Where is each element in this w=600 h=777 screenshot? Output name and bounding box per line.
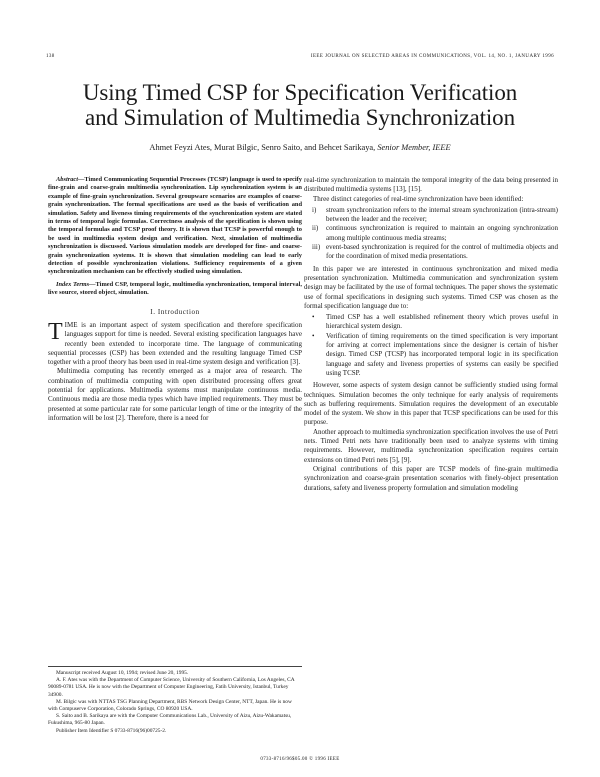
author-names: Ahmet Feyzi Ates, Murat Bilgic, Senro Saito, and Behcet Sarikaya, — [149, 143, 376, 152]
title-line-2: and Simulation of Multimedia Synchronization — [85, 105, 515, 130]
list-item-text: stream synchronization refers to the internal stream synchronization (intra-stream) between the leader and the receiver; — [326, 205, 558, 224]
footnote: S. Saito and B. Sarikaya are with the Computer Communications Lab., University of Aizu, Aizu-Wakamatsu, Fukushima, 965-80 Japan. — [48, 713, 292, 727]
author-role: Senior Member, IEEE — [377, 143, 451, 152]
footnotes — [48, 666, 302, 735]
running-head — [46, 54, 554, 64]
list-item-text: Verification of timing requirements on the timed specification is very important for arriving at correct implementations since the designer is certain of his/her design. Timed CSP (TCSP) has incorporated temporal logic in its specification language and safety and liveness properties of systems can easily be specified using TCSP. — [326, 331, 558, 377]
list-item-text: continuous synchronization is required to maintain an ongoing synchronization among multiple continuous media streams; — [326, 224, 558, 242]
list-item — [304, 206, 558, 225]
index-terms-label: Index Terms— — [56, 280, 96, 288]
intro-paragraph-2: Multimedia computing has recently emerged as a major area of research. The combination of multimedia computing with open distributed processing offers great potential for applications. Multimedia systems must manipulate continuous media. Continuous media are those media types which have implied requirements. They must be presented at some particular rate for some particular length of time or the integrity of the information will be lost [2]. Therefore, there is a need for — [48, 367, 302, 422]
list-item-text: Timed CSP has a well established refinement theory which proves useful in hierarchical system design. — [326, 313, 558, 331]
drop-cap: T — [48, 318, 63, 345]
bullet-marker: • — [312, 313, 315, 322]
list-item-text: event-based synchronization is required for the control of multimedia objects and for the coordination of mixed media presentations. — [326, 243, 558, 261]
footnote: Publisher Item Identifier S 0733-8716(96)00725-2. — [56, 727, 167, 734]
paper-title — [40, 80, 560, 130]
list-item — [304, 243, 558, 262]
intro-paragraph-1 — [48, 318, 302, 367]
paragraph-continued: real-time synchronization to maintain the temporal integrity of the data being presented in distributed multimedia systems [13], [15]. — [304, 176, 558, 194]
paragraph-another-approach: Another approach to multimedia synchronization specification involves the use of Petri nets. Timed Petri nets have traditionally been used to analyze systems with timing requirements. However, multimedia synchronization specification requires certain extensions on timed Petri nets [5], [9]. — [304, 427, 558, 464]
paragraph-categories-intro: Three distinct categories of real-time synchronization have been identified: — [313, 194, 524, 203]
author-line — [40, 143, 560, 152]
reasons-list — [304, 313, 558, 378]
list-item — [304, 313, 558, 332]
category-list — [304, 206, 558, 262]
bullet-marker: • — [312, 331, 315, 340]
copyright-line: 0733-8716/96$05.00 © 1996 IEEE — [260, 757, 340, 762]
footnote: Manuscript received August 10, 1994; revised June 20, 1995. — [56, 670, 189, 676]
list-marker: i) — [312, 205, 317, 214]
list-marker: ii) — [312, 224, 319, 233]
journal-header: IEEE JOURNAL ON SELECTED AREAS IN COMMUNICATIONS, VOL. 14, NO. 1, JANUARY 1996 — [310, 54, 554, 59]
right-column — [304, 176, 558, 493]
paragraph-this-paper: In this paper we are interested in continuous synchronization and mixed media presentation synchronization. Multimedia communication and synchronization system design may be facilitated by the use of formal techniques. The paper shows the systematic use of formal specifications in designing such systems. Timed CSP was chosen as the formal specification language due to: — [304, 264, 558, 310]
index-terms-text: Timed CSP, temporal logic, multimedia synchronization, temporal interval, live source, stored object, simulation. — [48, 280, 302, 297]
abstract-text: Timed Communicating Sequential Processes (TCSP) language is used to specify fine-grain and coarse-grain multimedia synchronization. Lip synchronization system is an example of fine-grain synchronization. Several groupware scenarios are examples of coarse-grain synchronization. The formal specifications are used as the basis of verification and simulation. Safety and liveness timing requirements of the synchronization system are stated in terms of temporal logic formulas. Correctness analysis of the specification is shown using the temporal formulas and TCSP proof theory. It is shown that TCSP is powerful enough to be used in multimedia system design and verification. Next, simulation of multimedia synchronization is discussed. Various simulation models are developed for fine- and coarse-grain synchronization systems. It is shown that simulation modeling can lead to early detection of possible synchronization violations. Sufficiency requirements of a given synchronization mechanism can be effectively studied using simulation. — [48, 176, 302, 276]
list-marker: iii) — [312, 243, 321, 252]
list-item — [304, 224, 558, 243]
page-number: 138 — [46, 54, 55, 59]
list-item — [304, 332, 558, 378]
abstract-label: Abstract— — [56, 176, 85, 183]
left-column — [48, 176, 302, 423]
intro-p1-text: IME is an important aspect of system specification and therefore specification languages support for time is needed. Several existing specification languages have recently been extended to incorporate time. The language of communicating sequential processes (CSP) has been extended and the resulting language Timed CSP together with a proof theory has been used in real-time system design and verification [3]. — [48, 320, 302, 367]
section-heading: I. Introduction — [150, 307, 200, 316]
paragraph-however: However, some aspects of system design cannot be sufficiently studied using formal techniques. Simulation becomes the only technique for early analysis of requirements such as buffering requirements. Simulation requires the development of an executable model of the system. We show in this paper that TCSP specifications can be used for this purpose. — [304, 381, 558, 427]
footnote: M. Bilgic was with NTTAS TSG Planning Department, RBS Network Design Center, NTT, Japan. He is now with Compuserve Corporation, Colorado Springs, CO 80920 USA. — [48, 698, 292, 713]
footnote: A. F. Ates was with the Department of Computer Science, University of Southern California, Los Angeles, CA 90089-0781 USA. He is now with the Department of Computer Engineering, Fatih University, Istanbul, Turkey 34900. — [48, 677, 295, 698]
title-line-1: Using Timed CSP for Specification Verification — [82, 80, 518, 105]
abstract — [48, 176, 302, 277]
index-terms — [48, 281, 302, 298]
paragraph-contributions: Original contributions of this paper are TCSP models of fine-grain multimedia synchronization and coarse-grain presentation scenarios with finely-object presentation durations, safety and liveness property formulation and simulation modeling — [304, 464, 558, 492]
